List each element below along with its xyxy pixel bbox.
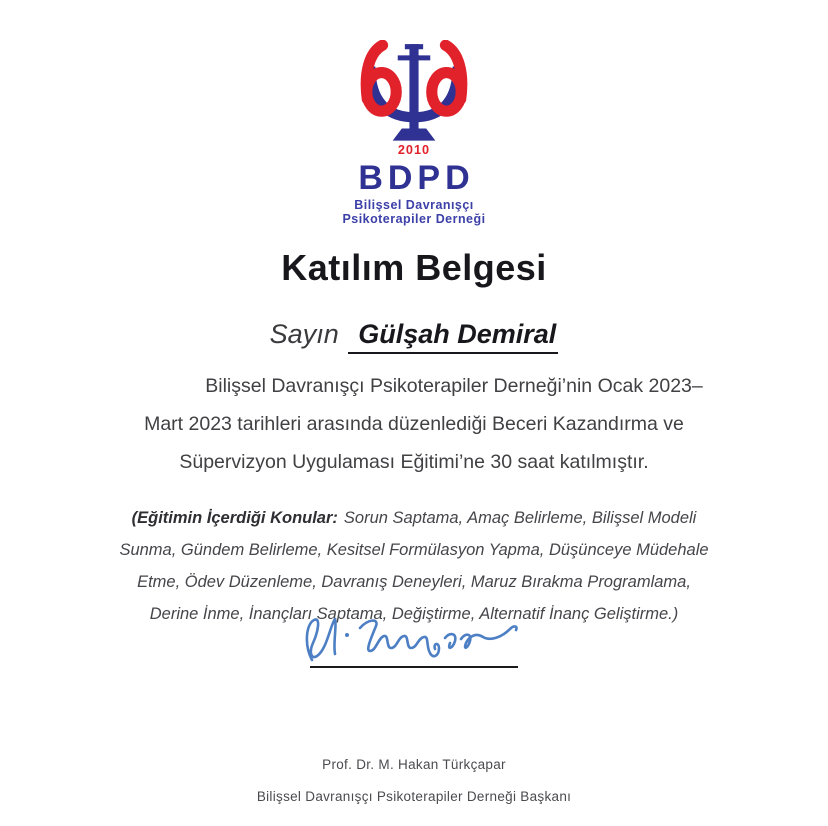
topics-text: Sorun Saptama, Amaç Belirleme, Bilişsel Modeli — [343, 509, 697, 527]
logo-acronym: BDPD — [358, 159, 475, 197]
topics-line: Sunma, Gündem Belirleme, Kesitsel Formülasyon Yapma, Düşünceye Müdehale — [119, 541, 709, 559]
recipient-name: Gülşah Demiral — [348, 319, 558, 354]
bdpd-psi-monogram-icon — [348, 40, 480, 158]
topics-line: Derine İnme, İnançları Saptama, Değiştirme, Alternatif İnanç Geliştirme.) — [149, 605, 679, 623]
topics-label: (Eğitimin İçerdiği Konular: — [131, 509, 338, 527]
body-paragraph — [0, 367, 828, 481]
signer-name: Prof. Dr. M. Hakan Türkçapar — [322, 757, 506, 772]
handwritten-signature-icon — [296, 612, 532, 666]
topics-line: Etme, Ödev Düzenleme, Davranış Deneyleri, Maruz Bırakma Programlama, — [137, 573, 691, 591]
logo-org-name-line2: Psikoterapiler Derneği — [342, 211, 486, 226]
certificate-title: Katılım Belgesi — [281, 247, 547, 288]
bdpd-logo — [0, 40, 828, 226]
logo-year: 2010 — [397, 142, 431, 157]
signature-underline — [310, 666, 518, 668]
logo-org-name-line1: Bilişsel Davranışçı — [354, 197, 474, 212]
body-line: Bilişsel Davranışçı Psikoterapiler Derneği’nin Ocak 2023– — [205, 375, 703, 397]
salutation-line — [0, 319, 828, 350]
body-line: Süpervizyon Uygulaması Eğitimi’ne 30 saat katılmıştır. — [179, 451, 649, 473]
topics-paragraph — [0, 502, 828, 630]
signer-title: Bilişsel Davranışçı Psikoterapiler Derneği Başkanı — [256, 789, 572, 804]
body-line: Mart 2023 tarihleri arasında düzenlediği Beceri Kazandırma ve — [144, 413, 684, 435]
topics-line — [0, 502, 828, 534]
salutation-prefix: Sayın — [269, 319, 339, 349]
